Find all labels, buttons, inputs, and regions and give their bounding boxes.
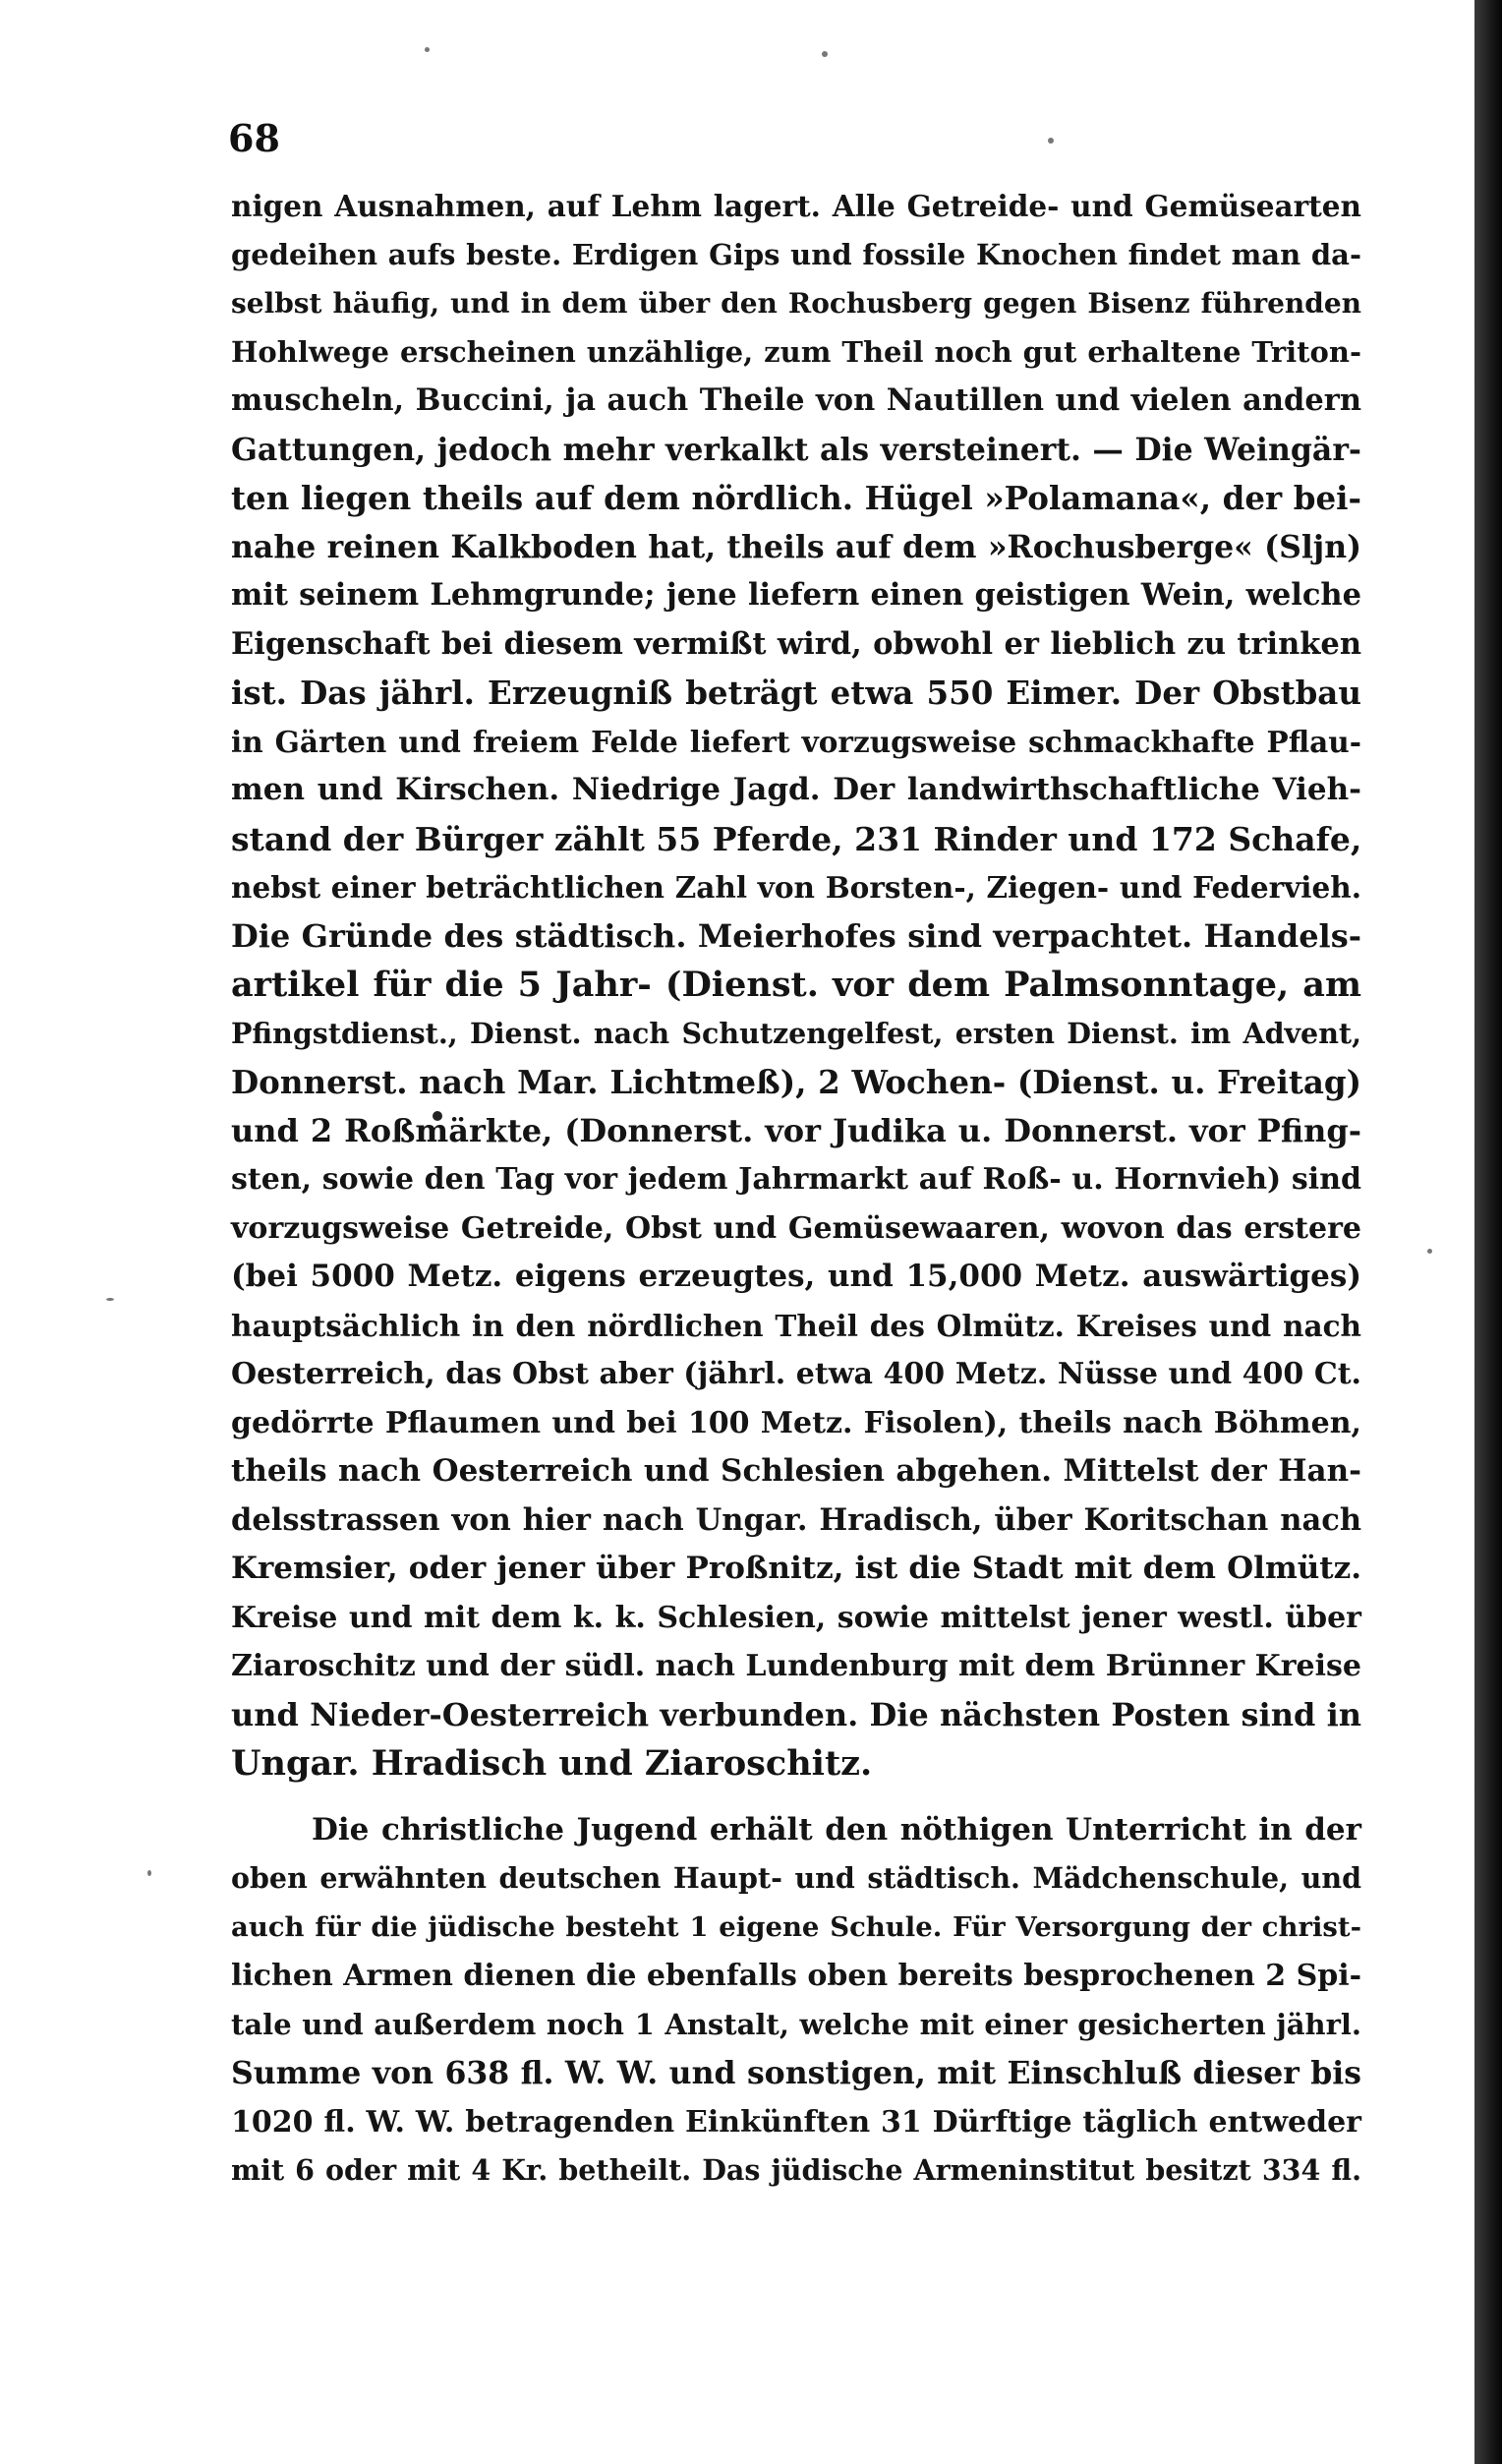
text-line: lichen Armen dienen die ebenfalls oben bereits besprochenen 2 Spi-	[231, 1959, 1362, 1993]
text-line: oben erwähnten deutschen Haupt- und städtisch. Mädchenschule, und	[231, 1861, 1361, 1895]
text-line: Kreise und mit dem k. k. Schlesien, sowie mittelst jener westl. über	[231, 1600, 1361, 1635]
text-line: Pfingstdienst., Dienst. nach Schutzengelfest, ersten Dienst. im Advent,	[231, 1016, 1361, 1050]
text-line: gedörrte Pflaumen und bei 100 Metz. Fisolen), theils nach Böhmen,	[231, 1405, 1361, 1440]
text-line: hauptsächlich in den nördlichen Theil des Olmütz. Kreises und nach	[231, 1308, 1361, 1343]
print-speck	[822, 51, 828, 57]
text-line: Oesterreich, das Obst aber (jährl. etwa 400 Metz. Nüsse und 400 Ct.	[231, 1357, 1361, 1391]
text-line: mit seinem Lehmgrunde; jene liefern einen geistigen Wein, welche	[231, 577, 1361, 613]
text-line: und 2 Roßmärkte, (Donnerst. vor Judika u. Donnerst. vor Pfing-	[231, 1111, 1361, 1149]
text-line: Gattungen, jedoch mehr verkalkt als versteinert. — Die Weingär-	[231, 431, 1361, 468]
text-line: muscheln, Buccini, ja auch Theile von Nautillen und vielen andern	[231, 382, 1361, 418]
text-line: stand der Bürger zählt 55 Pferde, 231 Rinder und 172 Schafe,	[231, 819, 1362, 858]
paragraph-gap	[231, 1789, 1361, 1806]
body-text	[231, 182, 1361, 2196]
text-line: tale und außerdem noch 1 Anstalt, welche mit einer gesicherten jährl.	[231, 2007, 1361, 2041]
print-speck	[425, 47, 430, 52]
text-line: selbst häufig, und in dem über den Rochusberg gegen Bisenz führenden	[231, 287, 1361, 320]
text-line: nigen Ausnahmen, auf Lehm lagert. Alle Getreide- und Gemüsearten	[231, 189, 1361, 223]
text-line: theils nach Oesterreich und Schlesien abgehen. Mittelst der Han-	[231, 1453, 1361, 1489]
text-line: ist. Das jährl. Erzeugniß beträgt etwa 550 Eimer. Der Obstbau	[231, 674, 1361, 712]
text-line: und Nieder-Oesterreich verbunden. Die nächsten Posten sind in	[231, 1695, 1361, 1733]
text-line: Donnerst. nach Mar. Lichtmeß), 2 Wochen- (Dienst. u. Freitag)	[231, 1063, 1361, 1101]
text-line: vorzugsweise Getreide, Obst und Gemüsewaaren, wovon das erstere	[231, 1210, 1361, 1246]
print-speck	[1048, 138, 1054, 144]
text-line: artikel für die 5 Jahr- (Dienst. vor dem Palmsonntage, am	[231, 965, 1361, 1005]
text-line: delsstrassen von hier nach Ungar. Hradisch, über Koritschan nach	[231, 1501, 1361, 1538]
text-line: Hohlwege erscheinen unzählige, zum Theil noch gut erhaltene Triton-	[231, 334, 1361, 369]
text-line: Eigenschaft bei diesem vermißt wird, obwohl er lieblich zu trinken	[231, 625, 1361, 662]
text-line: auch für die jüdische besteht 1 eigene Schule. Für Versorgung der christ-	[231, 1910, 1361, 1943]
print-speck	[106, 1298, 114, 1301]
print-speck	[1427, 1249, 1432, 1254]
text-line: Kremsier, oder jener über Proßnitz, ist die Stadt mit dem Olmütz.	[231, 1551, 1361, 1586]
text-line: gedeihen aufs beste. Erdigen Gips und fossile Knochen findet man da-	[231, 237, 1361, 271]
text-line: men und Kirschen. Niedrige Jagd. Der landwirthschaftliche Vieh-	[231, 772, 1361, 807]
text-line: Die christliche Jugend erhält den nöthigen Unterricht in der	[312, 1811, 1361, 1848]
text-line: Die Gründe des städtisch. Meierhofes sind verpachtet. Handels-	[231, 916, 1361, 955]
text-line: in Gärten und freiem Felde liefert vorzugsweise schmackhafte Pflau-	[231, 724, 1361, 759]
text-line: Summe von 638 fl. W. W. und sonstigen, mit Einschluß dieser bis	[231, 2055, 1361, 2091]
text-line: nahe reinen Kalkboden hat, theils auf dem »Rochusberge« (Sljn)	[231, 528, 1361, 565]
print-speck	[147, 1870, 151, 1876]
text-line: mit 6 oder mit 4 Kr. betheilt. Das jüdische Armeninstitut besitzt 334 fl.	[231, 2153, 1361, 2187]
paragraph	[231, 182, 1361, 1789]
text-line: Ziaroschitz und der südl. nach Lundenburg mit dem Brünner Kreise	[231, 1649, 1361, 1683]
text-line: ten liegen theils auf dem nördlich. Hügel »Polamana«, der bei-	[231, 479, 1361, 517]
scan-border	[1474, 0, 1502, 2464]
page-number: 68	[228, 116, 280, 160]
paragraph	[231, 1806, 1361, 2196]
text-line: Ungar. Hradisch und Ziaroschitz.	[231, 1743, 873, 1784]
text-line: (bei 5000 Metz. eigens erzeugtes, und 15,000 Metz. auswärtiges)	[231, 1259, 1361, 1294]
text-line: sten, sowie den Tag vor jedem Jahrmarkt auf Roß- u. Hornvieh) sind	[231, 1162, 1361, 1197]
text-line: 1020 fl. W. W. betragenden Einkünften 31 Dürftige täglich entweder	[231, 2104, 1361, 2140]
text-line: nebst einer beträchtlichen Zahl von Borsten-, Ziegen- und Federvieh.	[231, 870, 1361, 905]
